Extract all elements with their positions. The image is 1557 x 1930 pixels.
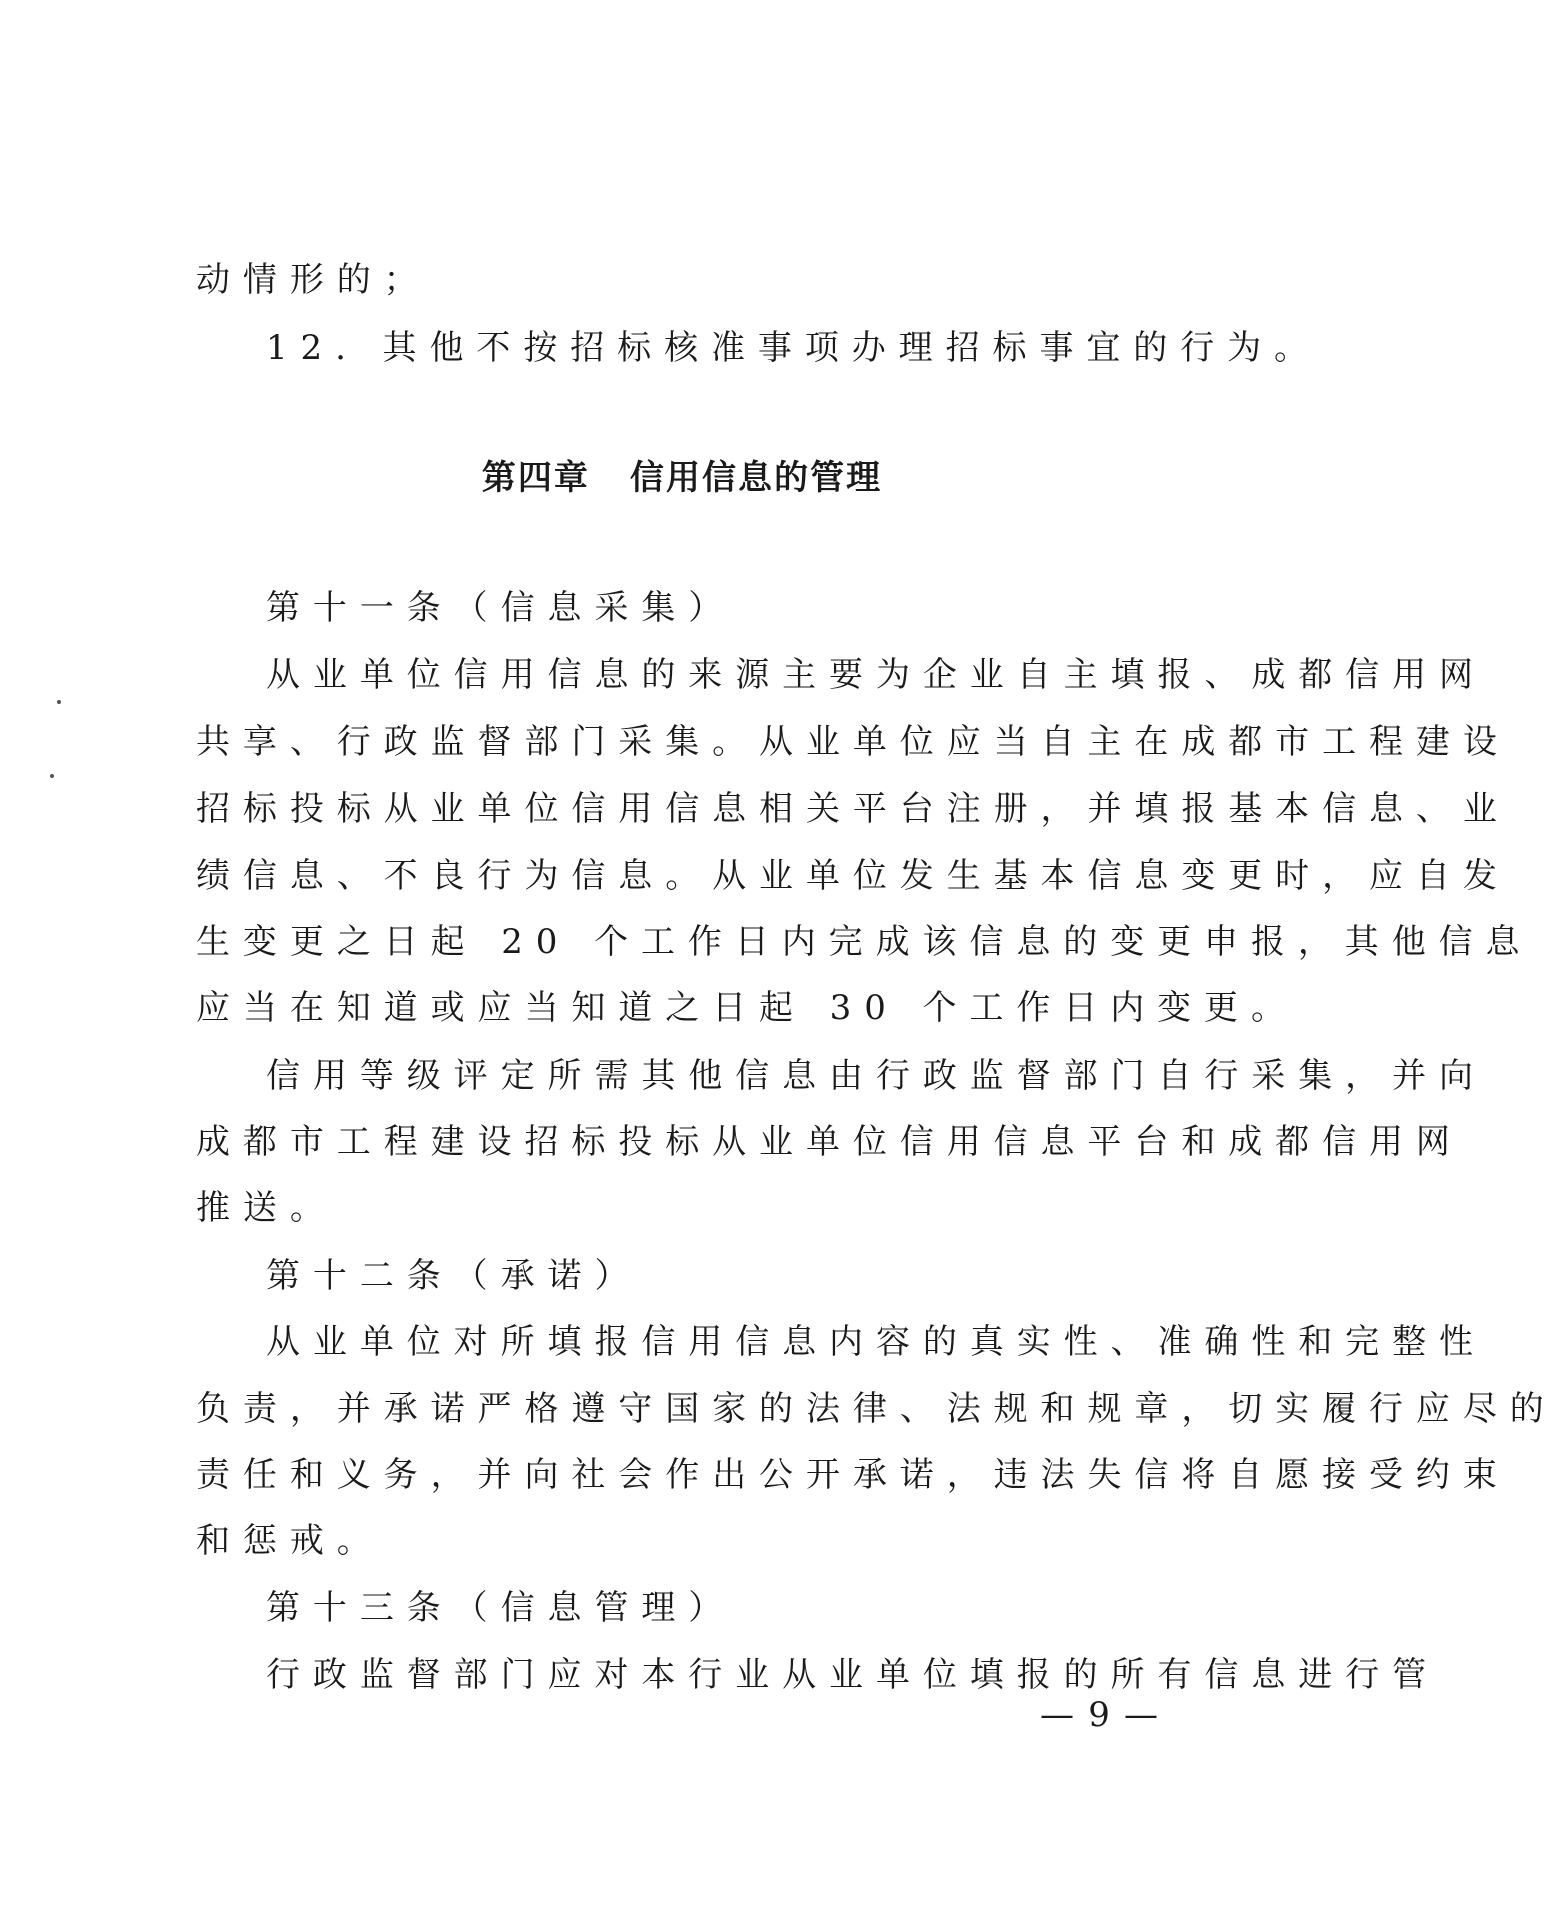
article-12-p1-line: 责任和义务，并向社会作出公开承诺，违法失信将自愿接受约束 bbox=[196, 1455, 1510, 1495]
article-11-p2-line: 推送。 bbox=[196, 1188, 337, 1228]
article-12-p1-line: 和惩戒。 bbox=[196, 1521, 384, 1561]
article-11-p1-line: 应当在知道或应当知道之日起 30 个工作日内变更。 bbox=[196, 988, 1298, 1028]
chapter-name: 信用信息的管理 bbox=[629, 458, 883, 498]
article-11-p1-line: 从业单位信用信息的来源主要为企业自主填报、成都信用网 bbox=[266, 655, 1486, 695]
article-13-p1-line: 行政监督部门应对本行业从业单位填报的所有信息进行管 bbox=[266, 1655, 1439, 1695]
article-12-p1-line: 负责，并承诺严格遵守国家的法律、法规和规章，切实履行应尽的 bbox=[196, 1389, 1557, 1429]
article-11-heading: 第十一条（信息采集） bbox=[266, 588, 736, 628]
list-item-12: 12. 其他不按招标核准事项办理招标事宜的行为。 bbox=[266, 328, 1321, 368]
page-number: — 9 — bbox=[1040, 1695, 1160, 1735]
article-11-p2-line: 信用等级评定所需其他信息由行政监督部门自行采集，并向 bbox=[266, 1056, 1486, 1096]
article-12-p1-line: 从业单位对所填报信用信息内容的真实性、准确性和完整性 bbox=[266, 1322, 1486, 1362]
article-13-heading: 第十三条（信息管理） bbox=[266, 1588, 736, 1628]
scan-speck bbox=[50, 774, 54, 778]
article-11-p1-line: 绩信息、不良行为信息。从业单位发生基本信息变更时，应自发 bbox=[196, 856, 1510, 896]
chapter-number: 第四章 bbox=[481, 458, 590, 498]
continued-text-line: 动情形的； bbox=[196, 260, 431, 300]
article-11-p1-line: 共享、行政监督部门采集。从业单位应当自主在成都市工程建设 bbox=[196, 722, 1510, 762]
article-11-p2-line: 成都市工程建设招标投标从业单位信用信息平台和成都信用网 bbox=[196, 1122, 1463, 1162]
article-11-p1-line: 招标投标从业单位信用信息相关平台注册，并填报基本信息、业 bbox=[196, 789, 1510, 829]
article-11-p1-line: 生变更之日起 20 个工作日内完成该信息的变更申报，其他信息 bbox=[196, 922, 1533, 962]
chapter-title bbox=[0, 458, 1364, 498]
scan-speck bbox=[57, 700, 61, 704]
article-12-heading: 第十二条（承诺） bbox=[266, 1256, 642, 1296]
